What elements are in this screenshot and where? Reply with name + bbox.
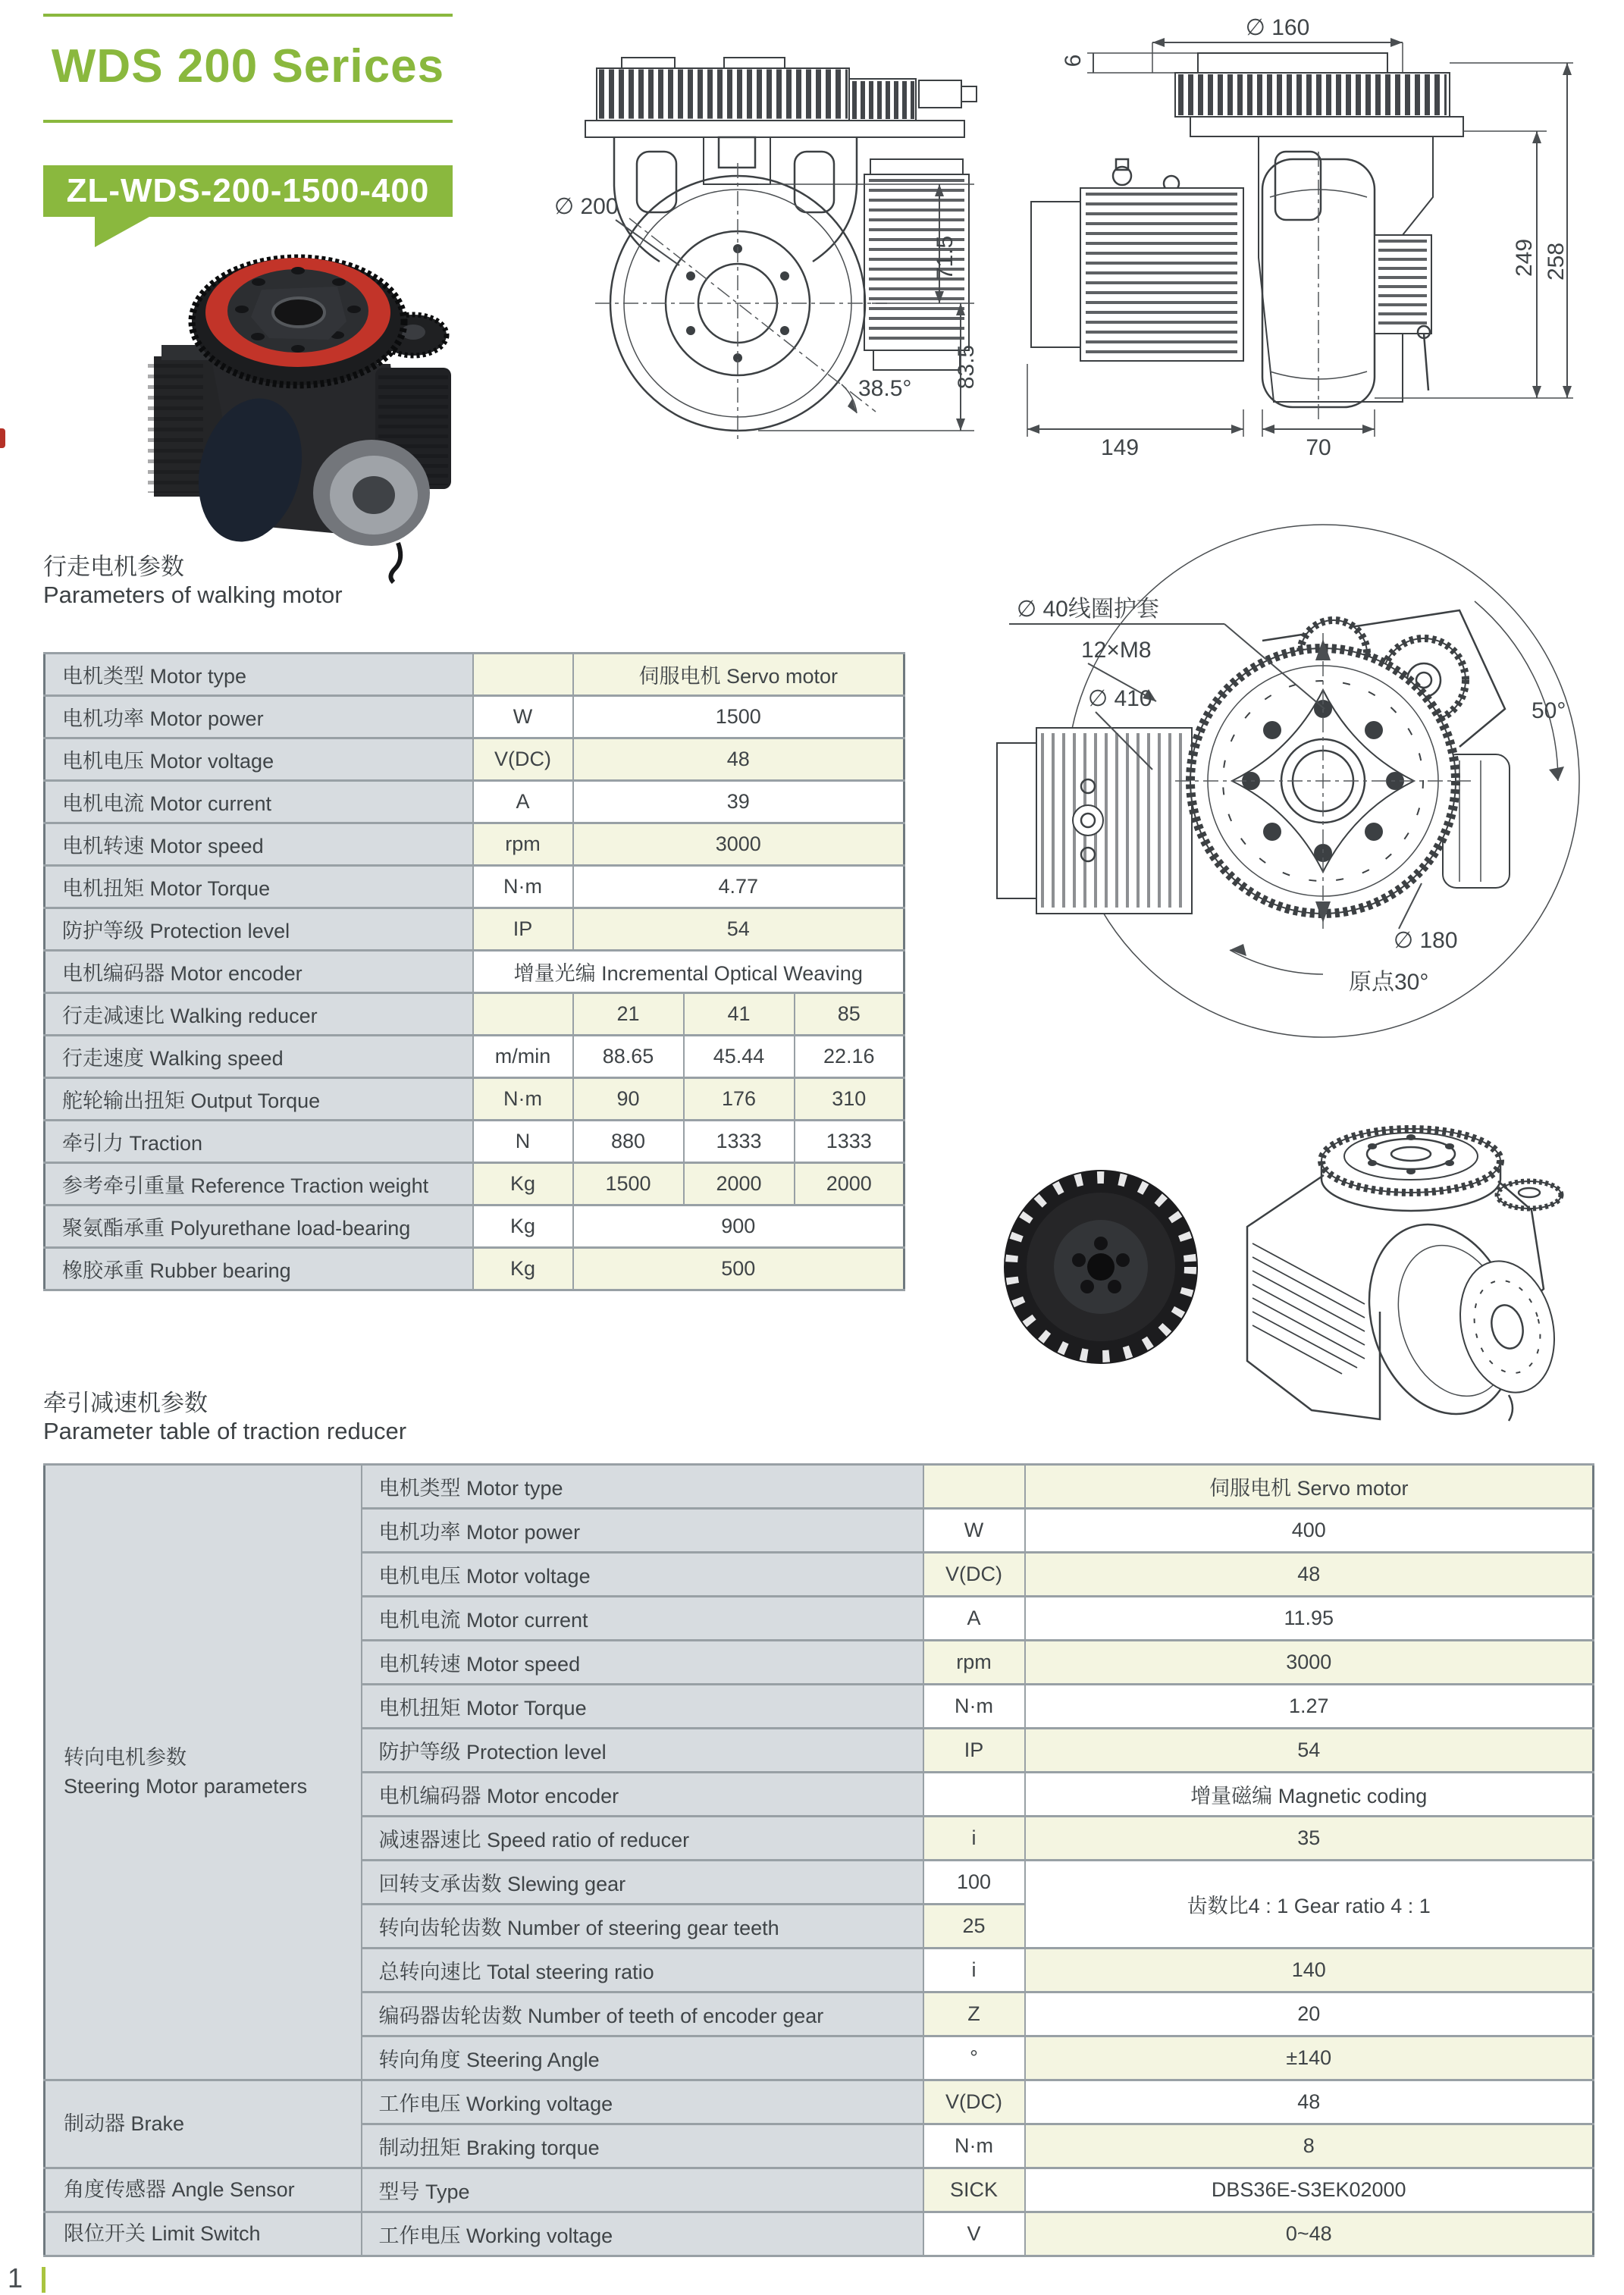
param-label: 电机功率 Motor power	[45, 696, 473, 738]
value-cell: 45.44	[684, 1036, 795, 1078]
value-cell: 21	[573, 993, 684, 1036]
unit-cell	[473, 993, 573, 1036]
value-cell: 0~48	[1025, 2212, 1594, 2256]
table-row	[45, 2080, 1594, 2124]
table-row	[45, 2168, 1594, 2212]
param-label: 电机电压 Motor voltage	[45, 738, 473, 781]
dim-label-83-5: 83.5	[954, 344, 979, 390]
title-rule-top	[43, 14, 453, 17]
page-number: 1	[8, 2262, 24, 2293]
table-row	[45, 951, 904, 993]
table-row	[45, 1036, 904, 1078]
param-label: 行走速度 Walking speed	[45, 1036, 473, 1078]
value-cell: 3000	[573, 823, 904, 866]
value-cell: 2000	[684, 1163, 795, 1206]
param-label: 电机编码器 Motor encoder	[362, 1773, 923, 1817]
dim-label-70: 70	[1306, 435, 1331, 460]
param-label: 防护等级 Protection level	[362, 1729, 923, 1773]
table-row	[45, 1163, 904, 1206]
unit-cell: N·m	[473, 1078, 573, 1121]
dim-label-149: 149	[1100, 435, 1140, 460]
group-label-zh: 制动器 Brake	[64, 2112, 185, 2135]
param-label: 制动扭矩 Braking torque	[362, 2124, 923, 2168]
unit-cell: W	[473, 696, 573, 738]
unit-cell: IP	[473, 908, 573, 951]
section-heading-walking-zh: 行走电机参数	[43, 553, 184, 580]
unit-cell: V(DC)	[473, 738, 573, 781]
drawing-tire-and-unit	[986, 1061, 1607, 1425]
dim-label-50-deg: 50°	[1532, 698, 1566, 723]
param-label: 电机类型 Motor type	[362, 1465, 923, 1509]
table-row	[45, 866, 904, 908]
unit-cell: A	[473, 781, 573, 823]
value-cell: 1333	[684, 1121, 795, 1163]
unit-cell	[473, 654, 573, 696]
dim-label-249: 249	[1512, 238, 1537, 277]
param-label: 聚氨酯承重 Polyurethane load-bearing	[45, 1206, 473, 1248]
unit-cell: N·m	[473, 866, 573, 908]
value-cell: 2000	[795, 1163, 904, 1206]
dim-label-origin-30: 原点30°	[1349, 970, 1429, 995]
table-row	[45, 1206, 904, 1248]
value-cell: 4.77	[573, 866, 904, 908]
param-label: 电机电流 Motor current	[362, 1597, 923, 1641]
page-title: WDS 200 Serices	[51, 40, 445, 92]
dim-label-410: ∅ 410	[1088, 686, 1152, 711]
model-badge: ZL-WDS-200-1500-400	[43, 165, 453, 217]
unit-cell: Z	[923, 1992, 1025, 2036]
unit-cell: W	[923, 1509, 1025, 1553]
unit-cell: IP	[923, 1729, 1025, 1773]
value-cell: 880	[573, 1121, 684, 1163]
value-cell: 54	[1025, 1729, 1594, 1773]
unit-cell: Kg	[473, 1206, 573, 1248]
value-cell: 1500	[573, 1163, 684, 1206]
value-cell: 8	[1025, 2124, 1594, 2168]
unit-cell: A	[923, 1597, 1025, 1641]
value-cell: 85	[795, 993, 904, 1036]
param-label: 电机转速 Motor speed	[362, 1641, 923, 1685]
param-label: 电机电流 Motor current	[45, 781, 473, 823]
param-label: 总转向速比 Total steering ratio	[362, 1949, 923, 1992]
walking-motor-table	[43, 652, 905, 1291]
unit-cell: rpm	[473, 823, 573, 866]
drawing-front-view	[1008, 8, 1607, 462]
drawing-top-view	[974, 519, 1624, 1050]
dim-label-38-5-deg: 38.5°	[858, 376, 912, 401]
value-cell: 1500	[573, 696, 904, 738]
value-cell: 176	[684, 1078, 795, 1121]
param-label: 电机扭矩 Motor Torque	[362, 1685, 923, 1729]
value-cell: 39	[573, 781, 904, 823]
param-label: 防护等级 Protection level	[45, 908, 473, 951]
group-label-brake	[45, 2080, 362, 2168]
product-photo	[148, 243, 466, 584]
value-cell: 11.95	[1025, 1597, 1594, 1641]
value-cell: 1.27	[1025, 1685, 1594, 1729]
param-label: 工作电压 Working voltage	[362, 2212, 923, 2256]
unit-cell: V	[923, 2212, 1025, 2256]
table-row	[45, 908, 904, 951]
param-label: 转向角度 Steering Angle	[362, 2036, 923, 2080]
value-cell: 35	[1025, 1817, 1594, 1861]
value-cell: ±140	[1025, 2036, 1594, 2080]
value-cell: 41	[684, 993, 795, 1036]
section-heading-walking-en: Parameters of walking motor	[43, 581, 343, 608]
group-label-zh: 转向电机参数	[64, 1745, 187, 1769]
drawing-side-view	[531, 30, 986, 440]
isometric-unit-drawing	[1247, 1129, 1568, 1425]
param-label: 参考牵引重量 Reference Traction weight	[45, 1163, 473, 1206]
param-label: 牵引力 Traction	[45, 1121, 473, 1163]
unit-cell: m/min	[473, 1036, 573, 1078]
group-label-en: Steering Motor parameters	[64, 1774, 308, 1798]
value-cell: 48	[573, 738, 904, 781]
unit-cell: i	[923, 1949, 1025, 1992]
table-row	[45, 823, 904, 866]
param-label: 电机扭矩 Motor Torque	[45, 866, 473, 908]
value-cell: 增量磁编 Magnetic coding	[1025, 1773, 1594, 1817]
unit-cell: i	[923, 1817, 1025, 1861]
traction-reducer-table	[43, 1463, 1594, 2257]
unit-cell: V(DC)	[923, 2080, 1025, 2124]
value-cell: 20	[1025, 1992, 1594, 2036]
section-heading-traction-en: Parameter table of traction reducer	[43, 1417, 407, 1444]
value-cell: 88.65	[573, 1036, 684, 1078]
param-label: 电机电压 Motor voltage	[362, 1553, 923, 1597]
value-cell: 900	[573, 1206, 904, 1248]
value-cell-merged: 齿数比4 : 1 Gear ratio 4 : 1	[1025, 1861, 1594, 1949]
unit-cell: 25	[923, 1905, 1025, 1949]
unit-cell: SICK	[923, 2168, 1025, 2212]
page-edge-marker	[0, 428, 5, 448]
param-label: 电机编码器 Motor encoder	[45, 951, 473, 993]
param-label: 行走减速比 Walking reducer	[45, 993, 473, 1036]
unit-cell: °	[923, 2036, 1025, 2080]
unit-cell: Kg	[473, 1248, 573, 1290]
section-heading-traction	[43, 1390, 406, 1445]
group-label-angle-sensor	[45, 2168, 362, 2212]
group-label-zh: 限位开关 Limit Switch	[64, 2221, 261, 2245]
model-badge-tail	[95, 217, 149, 247]
table-row	[45, 781, 904, 823]
section-heading-traction-zh: 牵引减速机参数	[43, 1390, 208, 1416]
dim-label-wheel-diameter: ∅ 200	[554, 194, 619, 219]
dim-label-gear-diameter: ∅ 160	[1245, 15, 1310, 40]
table-row	[45, 696, 904, 738]
title-rule-bottom	[43, 120, 453, 123]
footer-accent-bar	[42, 2267, 45, 2293]
photo-cable	[390, 543, 400, 582]
table-row	[45, 2212, 1594, 2256]
value-cell: DBS36E-S3EK02000	[1025, 2168, 1594, 2212]
param-label: 橡胶承重 Rubber bearing	[45, 1248, 473, 1290]
group-label-limit-switch	[45, 2212, 362, 2256]
unit-cell: N·m	[923, 1685, 1025, 1729]
value-cell: 伺服电机 Servo motor	[1025, 1465, 1594, 1509]
unit-cell	[923, 1465, 1025, 1509]
value-cell: 22.16	[795, 1036, 904, 1078]
section-heading-walking	[43, 553, 343, 609]
unit-cell: N	[473, 1121, 573, 1163]
value-cell: 48	[1025, 2080, 1594, 2124]
dim-label-258: 258	[1544, 242, 1569, 281]
tire-image	[1004, 1170, 1198, 1364]
unit-cell: 100	[923, 1861, 1025, 1905]
value-cell: 1333	[795, 1121, 904, 1163]
unit-cell	[923, 1773, 1025, 1817]
value-cell: 48	[1025, 1553, 1594, 1597]
dim-label-coil-sheath: ∅ 40线圈护套	[1017, 597, 1159, 622]
table-row	[45, 1121, 904, 1163]
value-cell: 310	[795, 1078, 904, 1121]
param-label: 电机转速 Motor speed	[45, 823, 473, 866]
param-label: 编码器齿轮齿数 Number of teeth of encoder gear	[362, 1992, 923, 2036]
value-cell: 400	[1025, 1509, 1594, 1553]
param-label: 电机类型 Motor type	[45, 654, 473, 696]
table-row	[45, 738, 904, 781]
unit-cell: Kg	[473, 1163, 573, 1206]
dim-label-bolts: 12×M8	[1081, 638, 1152, 663]
param-label: 转向齿轮齿数 Number of steering gear teeth	[362, 1905, 923, 1949]
dim-label-180: ∅ 180	[1394, 928, 1458, 953]
table-row	[45, 993, 904, 1036]
dim-label-cap-height: 6	[1061, 54, 1086, 67]
param-label: 舵轮输出扭矩 Output Torque	[45, 1078, 473, 1121]
value-cell: 500	[573, 1248, 904, 1290]
group-label-steering	[45, 1465, 362, 2080]
dim-label-71-5: 71.5	[933, 235, 958, 281]
value-cell: 90	[573, 1078, 684, 1121]
param-label: 减速器速比 Speed ratio of reducer	[362, 1817, 923, 1861]
param-label: 工作电压 Working voltage	[362, 2080, 923, 2124]
value-cell: 伺服电机 Servo motor	[573, 654, 904, 696]
unit-cell: V(DC)	[923, 1553, 1025, 1597]
value-cell: 54	[573, 908, 904, 951]
value-cell: 3000	[1025, 1641, 1594, 1685]
table-row	[45, 1465, 1594, 1509]
value-cell: 140	[1025, 1949, 1594, 1992]
unit-cell: rpm	[923, 1641, 1025, 1685]
group-label-zh: 角度传感器 Angle Sensor	[64, 2177, 295, 2201]
param-label: 型号 Type	[362, 2168, 923, 2212]
table-row	[45, 1248, 904, 1290]
table-row	[45, 654, 904, 696]
table-row	[45, 1078, 904, 1121]
value-cell: 增量光编 Incremental Optical Weaving	[473, 951, 904, 993]
unit-cell: N·m	[923, 2124, 1025, 2168]
param-label: 回转支承齿数 Slewing gear	[362, 1861, 923, 1905]
param-label: 电机功率 Motor power	[362, 1509, 923, 1553]
